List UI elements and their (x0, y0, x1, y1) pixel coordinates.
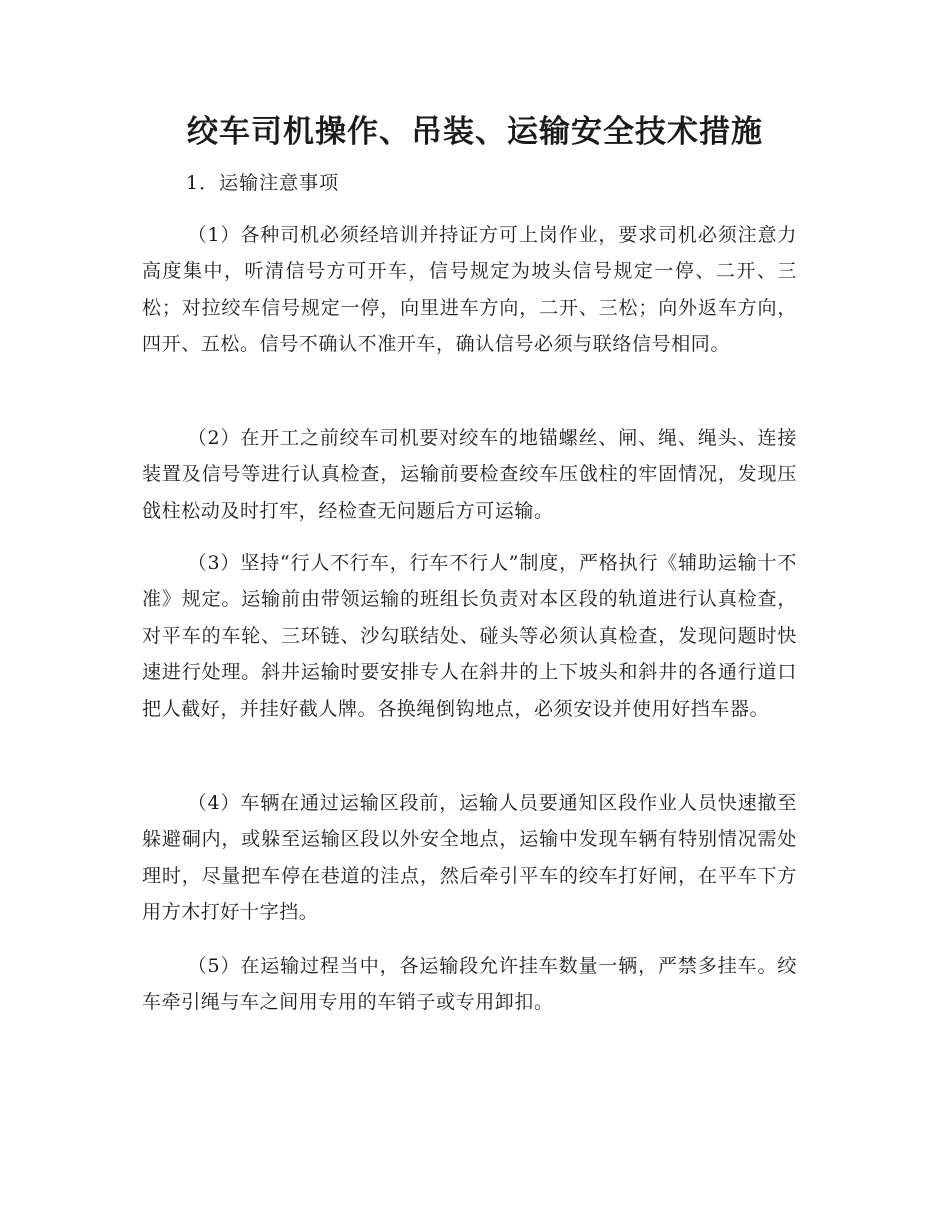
section-heading: 1．运输注意事项 (186, 172, 340, 194)
paragraph-2: （2）在开工之前绞车司机要对绞车的地锚螺丝、闸、绳、绳头、连接装置及信号等进行认真检查，运输前要检查绞车压戗柱的牢固情况，发现压戗柱松动及时打牢，经检查无问题后方可运输。 (142, 427, 797, 522)
document-title: 绞车司机操作、吊装、运输安全技术措施 (187, 114, 763, 150)
paragraph-1: （1）各种司机必须经培训并持证方可上岗作业，要求司机必须注意力高度集中，听清信号方可开车，信号规定为坡头信号规定一停、二开、三松；对拉绞车信号规定一停，向里进车方向，二开、三松；向外返车方向，四开、五松。信号不确认不准开车，确认信号必须与联络信号相同。 (142, 224, 797, 356)
paragraph-5: （5）在运输过程当中，各运输段允许挂车数量一辆，严禁多挂车。绞车牵引绳与车之间用专用的车销子或专用卸扣。 (142, 955, 797, 1014)
paragraph-3: （3）坚持“行人不行车，行车不行人”制度，严格执行《辅助运输十不准》规定。运输前由带领运输的班组长负责对本区段的轨道进行认真检查，对平车的车轮、三环链、沙勾联结处、碰头等必须认真检查，发现问题时快速进行处理。斜井运输时要安排专人在斜井的上下坡头和斜井的各通行道口把人截好，并挂好截人牌。各换绳倒钩地点，必须安设并使用好挡车器。 (142, 552, 797, 720)
paragraph-4: （4）车辆在通过运输区段前，运输人员要通知区段作业人员快速撤至躲避硐内，或躲至运输区段以外安全地点，运输中发现车辆有特别情况需处理时，尽量把车停在巷道的洼点，然后牵引平车的绞车打好闸，在平车下方用方木打好十字挡。 (142, 792, 797, 924)
